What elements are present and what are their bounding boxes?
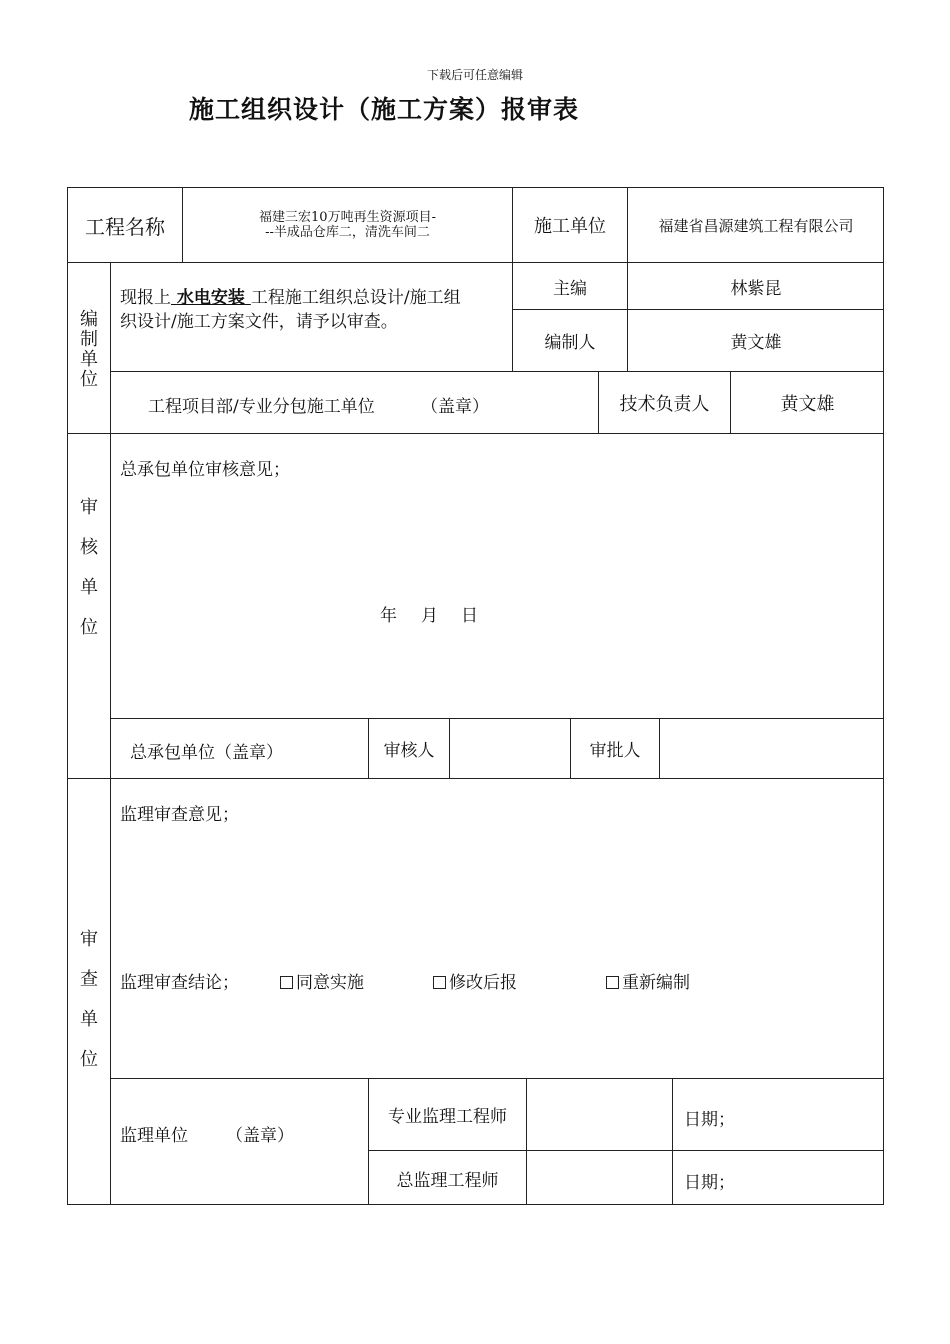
side-char: 编 <box>80 309 98 330</box>
submission-text-line1 <box>120 283 461 308</box>
dept-stamp: （盖章） <box>421 397 489 417</box>
contractor-label: 施工单位 <box>534 216 606 237</box>
side-char: 制 <box>80 329 98 350</box>
specialist-engineer-value[interactable] <box>527 1079 672 1150</box>
header-note: 下载后可任意编辑 <box>426 68 523 82</box>
date-label-2: 日期； <box>684 1173 735 1193</box>
work-type <box>171 288 251 308</box>
date-year: 年 <box>380 606 397 626</box>
project-name-label: 工程名称 <box>85 214 165 239</box>
side-char: 查 <box>80 969 98 990</box>
divider <box>67 778 884 779</box>
side-char: 位 <box>80 1049 98 1070</box>
date-day: 日 <box>461 606 478 626</box>
side-char: 单 <box>80 1009 98 1030</box>
divider <box>110 262 111 1205</box>
page-title: 施工组织设计（施工方案）报审表 <box>189 95 580 124</box>
contractor-value: 福建省昌源建筑工程有限公司 <box>658 216 854 235</box>
project-name-line1: 福建三宏10万吨再生资源项目- <box>259 210 436 225</box>
checkbox-icon[interactable] <box>280 976 293 989</box>
submission-text-line2: 织设计/施工方案文件，请予以审查。 <box>120 312 398 332</box>
checkbox-icon[interactable] <box>606 976 619 989</box>
work-type-text: 水电安装 <box>176 288 245 308</box>
option-recompile[interactable] <box>606 968 690 993</box>
chief-engineer-label: 总监理工程师 <box>396 1170 499 1191</box>
side-char: 位 <box>80 617 98 638</box>
side-char: 单 <box>80 349 98 370</box>
option-approve[interactable] <box>280 968 364 993</box>
general-contractor-opinion-label: 总承包单位审核意见； <box>120 460 290 480</box>
divider <box>672 1078 673 1205</box>
side-label-inspect <box>79 920 99 1080</box>
tech-lead-label: 技术负责人 <box>619 393 710 415</box>
supervision-opinion-label: 监理审查意见； <box>120 805 239 825</box>
approver-value[interactable] <box>660 719 884 778</box>
side-label-review <box>79 488 99 648</box>
supervision-unit-stamp: （盖章） <box>226 1126 294 1146</box>
text-prefix: 现报上 <box>120 288 171 308</box>
general-contractor-unit-label: 总承包单位（盖章） <box>130 743 283 763</box>
option-label: 修改后报 <box>449 973 517 993</box>
compiler-value: 黄文雄 <box>730 333 782 353</box>
chief-engineer-value[interactable] <box>527 1151 672 1205</box>
side-char: 核 <box>80 537 98 558</box>
side-char: 审 <box>80 929 98 950</box>
divider <box>67 433 884 434</box>
reviewer-label: 审核人 <box>383 741 435 761</box>
checkbox-icon[interactable] <box>433 976 446 989</box>
date-month: 月 <box>421 606 438 626</box>
tech-lead-value: 黄文雄 <box>780 393 835 415</box>
editor-value: 林紫昆 <box>730 278 782 299</box>
date-label-1: 日期； <box>684 1110 735 1130</box>
reviewer-value[interactable] <box>450 719 570 778</box>
project-name-line2: --半成品仓库二，清洗车间二 <box>265 225 430 240</box>
editor-label: 主编 <box>553 278 587 299</box>
supervision-conclusion-label: 监理审查结论； <box>120 973 239 993</box>
side-char: 位 <box>80 369 98 390</box>
side-char: 审 <box>80 497 98 518</box>
specialist-engineer-label: 专业监理工程师 <box>388 1107 507 1127</box>
project-name-value <box>183 188 512 262</box>
text-rest: 工程施工组织总设计/施工组 <box>250 288 461 308</box>
supervision-unit-label: 监理单位 <box>120 1126 188 1146</box>
option-label: 重新编制 <box>622 973 690 993</box>
side-label-compile <box>79 310 99 390</box>
compiler-label: 编制人 <box>544 333 596 353</box>
dept-label: 工程项目部/专业分包施工单位 <box>148 397 375 417</box>
option-label: 同意实施 <box>296 973 364 993</box>
approver-label: 审批人 <box>589 741 641 761</box>
side-char: 单 <box>80 577 98 598</box>
option-revise[interactable] <box>433 968 517 993</box>
